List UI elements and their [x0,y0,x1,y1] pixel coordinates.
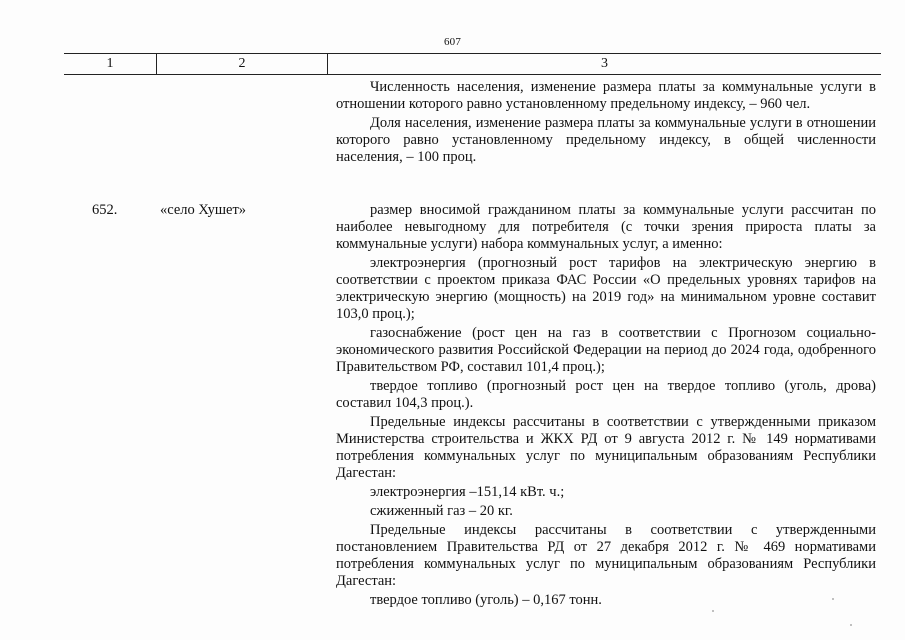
entry-number: 652. [92,202,118,218]
page-number: 607 [443,36,462,48]
continuation-paragraph: Доля населения, изменение размера платы за коммунальные услуги в отношении которого равно установленному предельному индексу, в общей численности населения, – 100 проц. [336,115,876,165]
table-header-row [64,53,881,75]
entry-paragraph: твердое топливо (прогнозный рост цен на твердое топливо (уголь, дрова) составил 104,3 проц.). [336,378,876,411]
scan-speck [832,598,834,600]
scan-speck [712,610,714,612]
scan-speck [850,624,852,626]
entry-paragraph: твердое топливо (уголь) – 0,167 тонн. [370,592,602,608]
entry-name: «село Хушет» [160,202,247,218]
entry-paragraph: сжиженный газ – 20 кг. [370,503,513,519]
entry-paragraph: Предельные индексы рассчитаны в соответствии с утвержденными приказом Министерства строительства и ЖКХ РД от 9 августа 2012 г. № 149 нормативами потребления коммунальных услуг по муниципальным образованиям Республики Дагестан: [336,414,876,481]
entry-paragraph: электроэнергия (прогнозный рост тарифов на электрическую энергию в соответствии с проектом приказа ФАС России «О предельных уровнях тарифов на электрическую энергию (мощность) на 2019 год» на минимальном уровне составит 103,0 проц.); [336,255,876,322]
entry-paragraph: газоснабжение (рост цен на газ в соответствии с Прогнозом социально-экономического развития Российской Федерации на период до 2024 года, одобренного Правительством РФ, составил 101,4 проц.); [336,325,876,375]
entry-paragraph: Предельные индексы рассчитаны в соответствии с утвержденными постановлением Правительства РД от 27 декабря 2012 г. № 469 нормативами потребления коммунальных услуг по муниципальным образованиям Республики Дагестан: [336,522,876,589]
continuation-paragraph: Численность населения, изменение размера платы за коммунальные услуги в отношении которого равно установленному предельному индексу, – 960 чел. [336,79,876,112]
column-header-3: 3 [601,56,608,71]
column-header-1: 1 [64,54,157,74]
column-header-2: 2 [157,54,328,74]
entry-description [336,202,876,609]
continuation-text [336,79,876,166]
entry-paragraph: размер вносимой гражданином платы за коммунальные услуги рассчитан по наиболее невыгодному для потребителя (с точки зрения прироста платы за коммунальные услуги) набора коммунальных услуг, а именно: [336,202,876,252]
entry-paragraph: электроэнергия –151,14 кВт. ч.; [370,484,565,500]
